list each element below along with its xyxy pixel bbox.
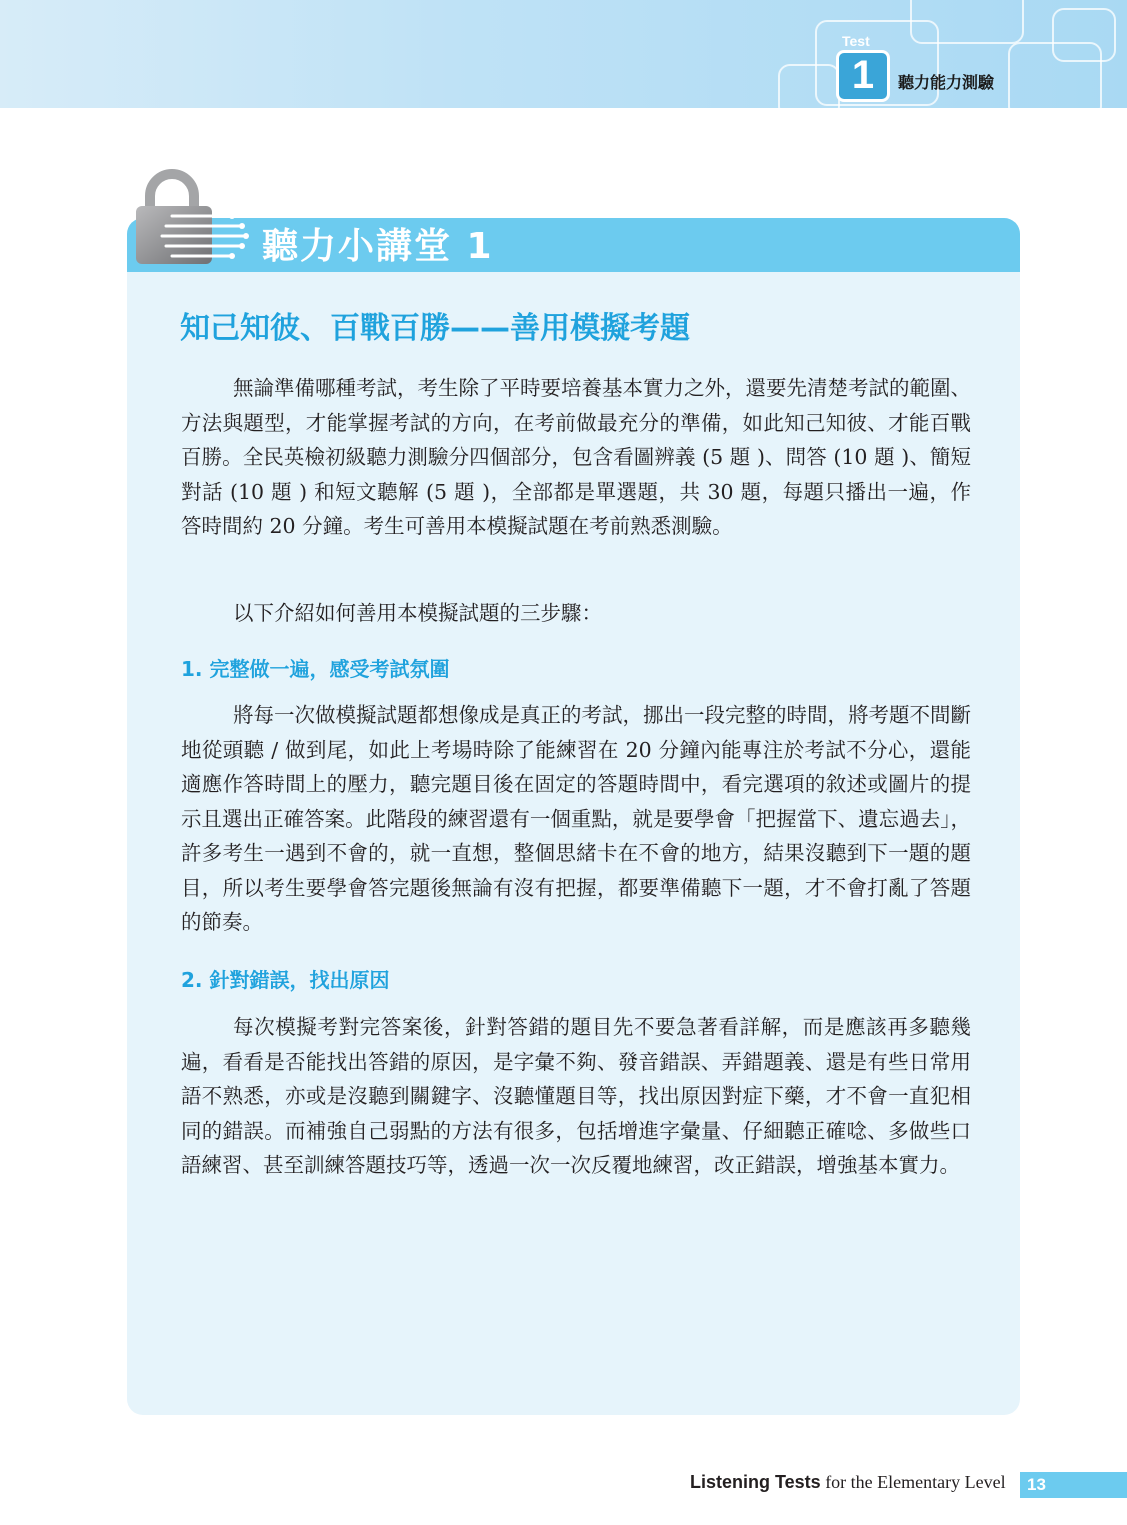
test-label: Test [842, 33, 870, 49]
step-body: 將每一次做模擬試題都想像成是真正的考試，挪出一段完整的時間，將考題不間斷地從頭聽 / 做到尾，如此上考場時除了能練習在 20 分鐘內能專注於考試不分心，還能適應作答時間上的壓力，聽完題目後在固定的答題時間中，看完選項的敘述或圖片的提示且選出正確答案。此階段的練習還有一個重點，就是要學會「把握當下、遺忘過去」，許多考生一遇到不會的，就一直想，整個思緒卡在不會的地方，結果沒聽到下一題的題目，所以考生要學會答完題後無論有沒有把握，都要準備聽下一題，才不會打亂了答題的節奏。 [181, 703, 971, 934]
lesson-title-bar [127, 218, 1020, 272]
lesson-title: 聽力小講堂 1 [262, 226, 494, 267]
test-number: 1 [851, 53, 875, 97]
intro-paragraph: 無論準備哪種考試，考生除了平時要培養基本實力之外，還要先清楚考試的範圍、方法與題型，才能掌握考試的方向，在考前做最充分的準備，如此知己知彼、才能百戰百勝。全民英檢初級聽力測驗分四個部分，包含看圖辨義 (5 題 )、問答 (10 題 )、簡短對話 (10 題 ) 和短文聽解 (5 題 )，全部都是單選題，共 30 題，每題只播出一遍，作答時間約 20 分鐘。考生可善用本模擬試題在考前熟悉測驗。 [181, 376, 971, 538]
step-heading: 1. 完整做一遍，感受考試氛圍 [181, 657, 450, 681]
book-title-bold: Listening Tests [690, 1472, 821, 1492]
lesson-subtitle: 知己知彼、百戰百勝——善用模擬考題 [180, 311, 690, 346]
step-body: 每次模擬考對完答案後，針對答錯的題目先不要急著看詳解，而是應該再多聽幾遍，看看是否能找出答錯的原因，是字彙不夠、發音錯誤、弄錯題義、還是有些日常用語不熟悉，亦或是沒聽到關鍵字、沒聽懂題目等，找出原因對症下藥，才不會一直犯相同的錯誤。而補強自己弱點的方法有很多，包括增進字彙量、仔細聽正確唸、多做些口語練習、甚至訓練答題技巧等，透過一次一次反覆地練習，改正錯誤，增強基本實力。 [181, 1015, 971, 1177]
section-title: 聽力能力測驗 [898, 73, 995, 92]
book-title-rest: for the Elementary Level [820, 1472, 1006, 1492]
intro-paragraph: 以下介紹如何善用本模擬試題的三步驟： [233, 601, 602, 625]
book-title [690, 1472, 1006, 1493]
step-heading: 2. 針對錯誤，找出原因 [181, 968, 390, 992]
page-number: 13 [1020, 1472, 1127, 1498]
lock-icon [132, 166, 252, 266]
